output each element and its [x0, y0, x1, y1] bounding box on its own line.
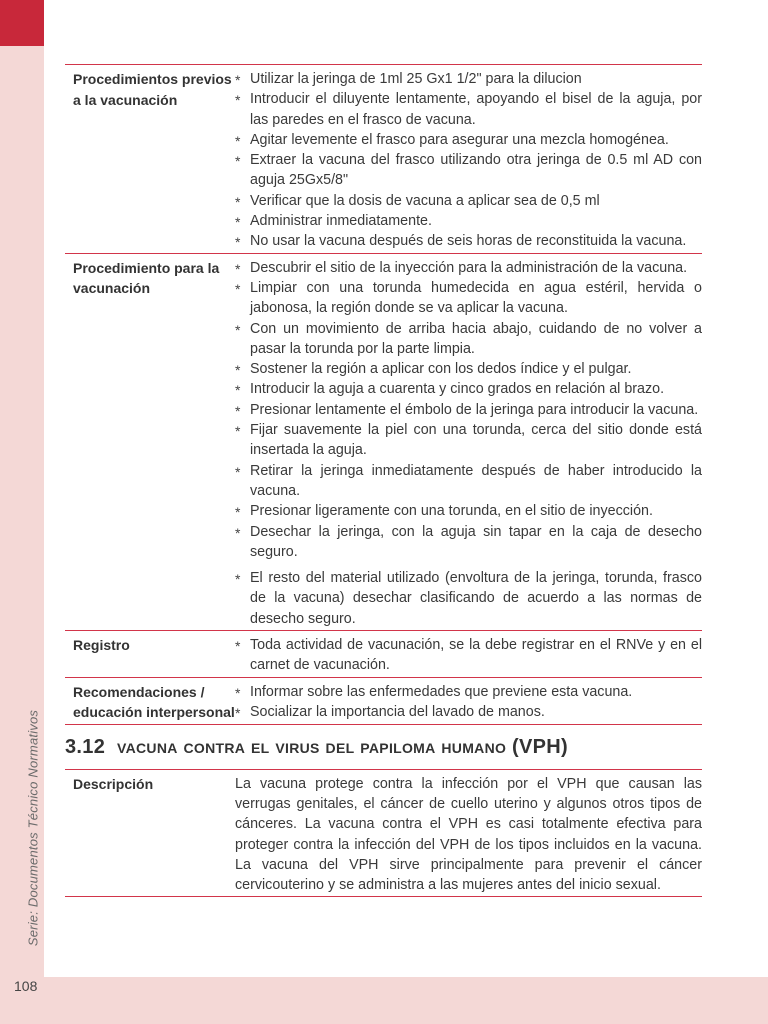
list-item: * Presionar lentamente el émbolo de la jeringa para introducir la vacuna. [235, 400, 702, 420]
list-item: * Agitar levemente el frasco para asegurar una mezcla homogénea. [235, 130, 702, 150]
list-item: * Introducir la aguja a cuarenta y cinco grados en relación al brazo. [235, 379, 702, 399]
row-label: Descripción [73, 775, 154, 792]
series-label: Serie: Documentos Técnico Normativos [25, 709, 41, 947]
list-item: * Descubrir el sitio de la inyección para la administración de la vacuna. [235, 258, 702, 278]
bullet-list [235, 682, 702, 723]
list-item: * Toda actividad de vacunación, se la debe registrar en el RNVe y en el carnet de vacunación. [235, 635, 702, 676]
section-heading [65, 735, 702, 759]
table-row-procedimientos-previos [65, 64, 702, 253]
list-item: * Limpiar con una torunda humedecida en agua estéril, hervida o jabonosa, la región donde se va aplicar la vacuna. [235, 278, 702, 319]
table-row-procedimiento-vacunacion [65, 253, 702, 630]
section-number: 3.12 [65, 735, 106, 758]
list-item: * Retirar la jeringa inmediatamente después de haber introducido la vacuna. [235, 461, 702, 502]
list-item: * Verificar que la dosis de vacuna a aplicar sea de 0,5 ml [235, 191, 702, 211]
list-item: * Con un movimiento de arriba hacia abajo, cuidando de no volver a pasar la torunda por la parte limpia. [235, 319, 702, 360]
list-item: * Utilizar la jeringa de 1ml 25 Gx1 1/2" para la dilucion [235, 69, 702, 89]
row-label: Procedimientos previos a la vacunación [73, 71, 232, 108]
bullet-list [235, 69, 702, 252]
description-text: La vacuna protege contra la infección por el VPH que causan las verrugas genitales, el cáncer de cuello uterino y algunos otros tipos de cánceres. La vacuna contra el VPH es casi totalmente efectiva para proteger contra la infección del VPH de los tipos incluidos en la vacuna. La vacuna del VPH sirve principalmente para prevenir el cáncer cervicouterino y se administra a las mujeres antes del inicio sexual. [235, 775, 702, 894]
table-row-registro [65, 630, 702, 677]
row-label: Procedimiento para la vacunación [73, 259, 220, 297]
bullet-list [235, 258, 702, 629]
table-row-recomendaciones [65, 677, 702, 725]
list-item: * Administrar inmediatamente. [235, 211, 702, 231]
list-item: * Extraer la vacuna del frasco utilizando otra jeringa de 0.5 ml AD con aguja 25Gx5/8" [235, 150, 702, 191]
list-item: * Sostener la región a aplicar con los dedos índice y el pulgar. [235, 359, 702, 379]
list-item: * Desechar la jeringa, con la aguja sin tapar en la caja de desecho seguro. [235, 522, 702, 563]
list-item: * El resto del material utilizado (envoltura de la jeringa, torunda, frasco de la vacuna) desechar clasificando de acuerdo a las normas de desecho seguro. [235, 568, 702, 629]
corner-accent-block [0, 0, 44, 46]
row-label: Registro [73, 637, 130, 654]
table-row-descripcion [65, 769, 702, 898]
page-content [65, 64, 702, 897]
list-item: * Socializar la importancia del lavado de manos. [235, 702, 702, 722]
bullet-list [235, 635, 702, 676]
list-item: * Presionar ligeramente con una torunda, en el sitio de inyección. [235, 501, 702, 521]
list-item: * Introducir el diluyente lentamente, apoyando el bisel de la aguja, por las paredes en el frasco de vacuna. [235, 89, 702, 130]
section-title-text: vacuna contra el virus del papiloma humano (VPH) [117, 735, 568, 758]
list-item: * Informar sobre las enfermedades que previene esta vacuna. [235, 682, 702, 702]
row-label: Recomendaciones / educación interpersonal [73, 683, 235, 721]
page-number: 108 [14, 978, 38, 994]
list-item: * No usar la vacuna después de seis horas de reconstituida la vacuna. [235, 231, 702, 251]
list-item: * Fijar suavemente la piel con una torunda, cerca del sitio donde está insertada la aguja. [235, 420, 702, 461]
